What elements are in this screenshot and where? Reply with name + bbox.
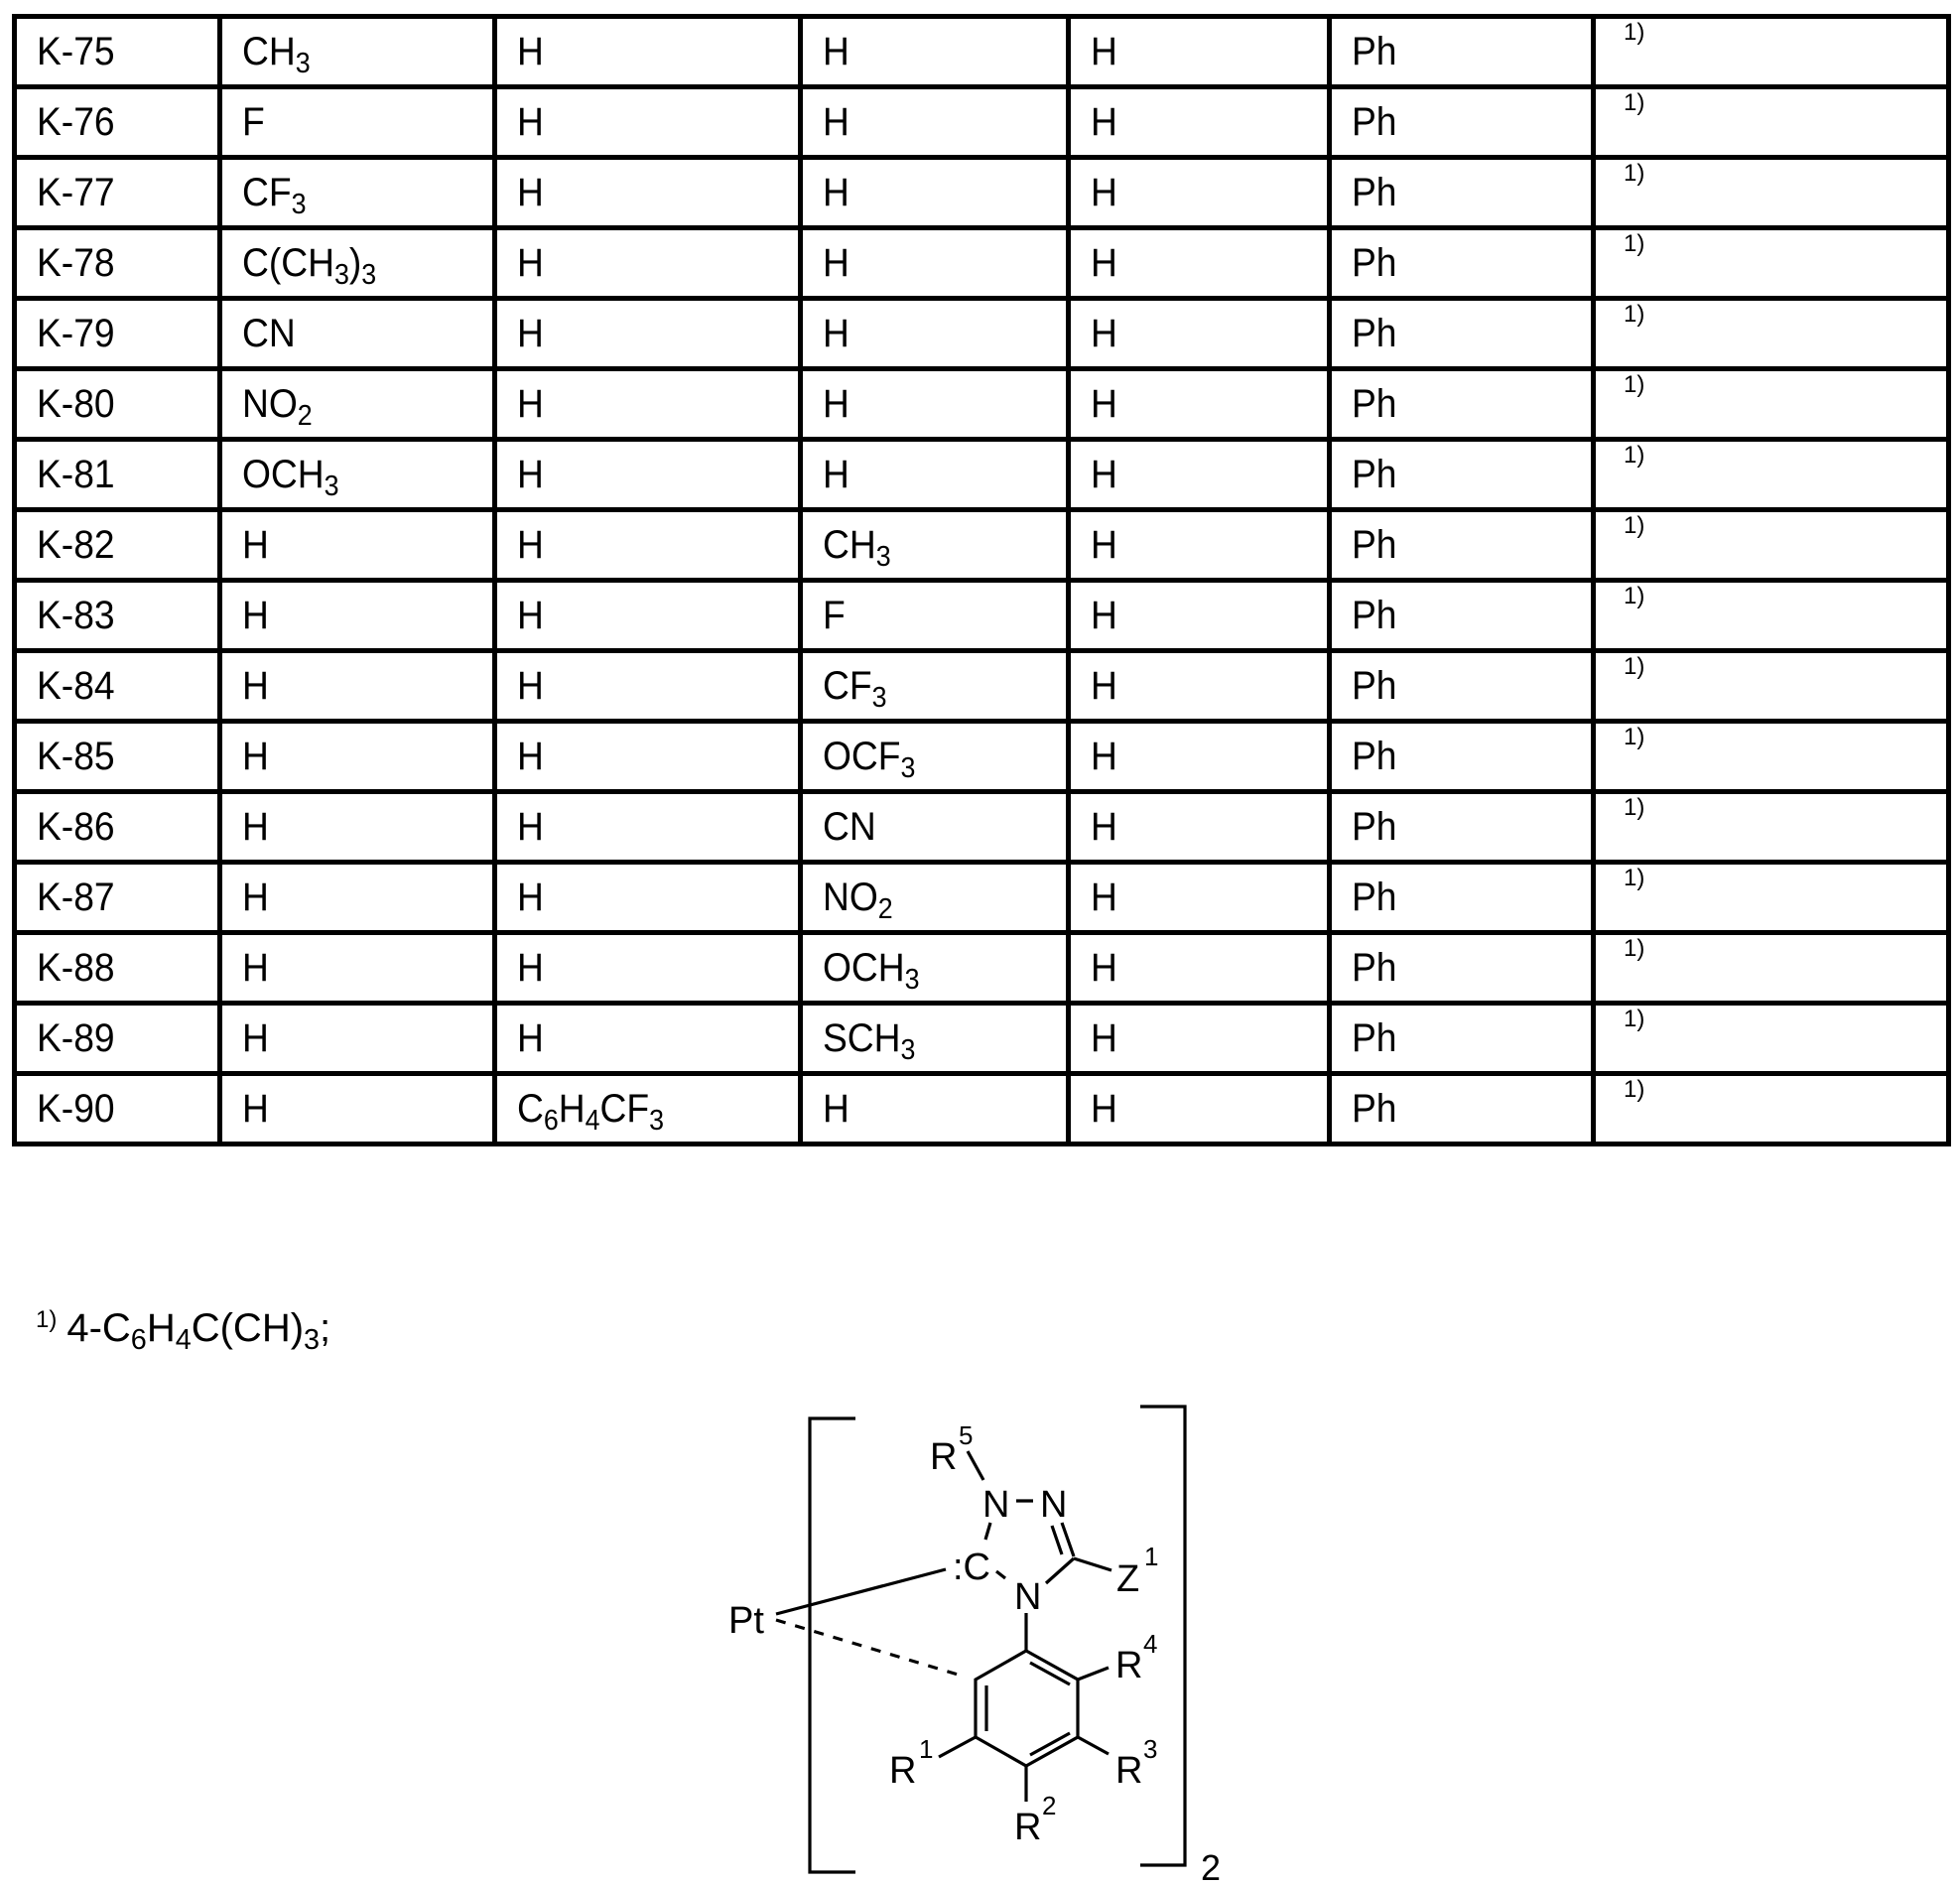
cell-z1-footnote-ref bbox=[1594, 1004, 1949, 1074]
metal-label: Pt bbox=[728, 1600, 764, 1642]
cell-value: Ph bbox=[1352, 312, 1397, 355]
cell-value: CN bbox=[242, 312, 296, 355]
cell-r2 bbox=[495, 228, 801, 299]
bond-pt-aryl-dashed bbox=[776, 1620, 965, 1677]
cell-r1 bbox=[220, 228, 495, 299]
cell-r1 bbox=[220, 87, 495, 158]
cell-value: H bbox=[242, 875, 269, 919]
cell-r3 bbox=[801, 369, 1069, 440]
table-row bbox=[15, 369, 1949, 440]
cell-r1 bbox=[220, 933, 495, 1004]
left-bracket bbox=[810, 1418, 855, 1872]
benzene-double-1 bbox=[1030, 1663, 1070, 1684]
cell-value: H bbox=[823, 241, 849, 285]
cell-compound-id bbox=[15, 510, 220, 581]
bond-c-n4 bbox=[996, 1571, 1005, 1578]
cell-r3 bbox=[801, 581, 1069, 651]
cell-r4 bbox=[1069, 299, 1330, 369]
r2-label: R bbox=[1014, 1807, 1042, 1848]
cell-compound-id bbox=[15, 1004, 220, 1074]
cell-r2 bbox=[495, 1004, 801, 1074]
cell-value: H bbox=[1091, 241, 1117, 285]
cell-value: H bbox=[517, 946, 544, 990]
cell-r4 bbox=[1069, 87, 1330, 158]
cell-r5 bbox=[1330, 933, 1594, 1004]
cell-r1 bbox=[220, 863, 495, 933]
r1-sup: 1 bbox=[919, 1734, 934, 1764]
benzene-ring bbox=[976, 1651, 1078, 1766]
cell-value: 1) bbox=[1624, 89, 1645, 116]
table-row bbox=[15, 228, 1949, 299]
cell-compound-id bbox=[15, 299, 220, 369]
cell-r5 bbox=[1330, 158, 1594, 228]
cell-value: H bbox=[1091, 735, 1117, 778]
r5-label: R bbox=[930, 1436, 958, 1478]
r2-sup: 2 bbox=[1042, 1791, 1057, 1820]
cell-r1 bbox=[220, 17, 495, 87]
cell-value: $C(CH_3)_3$ bbox=[242, 241, 377, 292]
cell-value: H bbox=[517, 664, 544, 708]
cell-value: H bbox=[517, 735, 544, 778]
cell-value: Ph bbox=[1352, 805, 1397, 849]
table-row bbox=[15, 158, 1949, 228]
cell-value: Ph bbox=[1352, 875, 1397, 919]
cell-value: 1) bbox=[1624, 230, 1645, 257]
cell-value: Ph bbox=[1352, 241, 1397, 285]
n4-label: N bbox=[1014, 1576, 1042, 1618]
cell-value: H bbox=[517, 453, 544, 496]
cell-z1-footnote-ref bbox=[1594, 369, 1949, 440]
cell-r1 bbox=[220, 1074, 495, 1144]
cell-value: $NO_2$ bbox=[242, 382, 313, 433]
cell-value: CN bbox=[823, 805, 876, 849]
n2-label: N bbox=[1040, 1484, 1068, 1526]
cell-value: K-89 bbox=[37, 1016, 115, 1060]
cell-value: H bbox=[242, 735, 269, 778]
cell-compound-id bbox=[15, 1074, 220, 1144]
cell-z1-footnote-ref bbox=[1594, 228, 1949, 299]
cell-r1 bbox=[220, 158, 495, 228]
cell-r4 bbox=[1069, 1074, 1330, 1144]
cell-r1 bbox=[220, 722, 495, 792]
cell-r5 bbox=[1330, 722, 1594, 792]
r4-sup: 4 bbox=[1143, 1629, 1158, 1659]
cell-value: H bbox=[517, 171, 544, 214]
cell-value: H bbox=[242, 805, 269, 849]
cell-compound-id bbox=[15, 863, 220, 933]
bond-r4 bbox=[1078, 1668, 1109, 1680]
cell-value: Ph bbox=[1352, 523, 1397, 567]
cell-value: $CF_3$ bbox=[823, 664, 887, 715]
table-row bbox=[15, 510, 1949, 581]
cell-value: Ph bbox=[1352, 453, 1397, 496]
cell-value: H bbox=[1091, 30, 1117, 73]
cell-z1-footnote-ref bbox=[1594, 933, 1949, 1004]
cell-value: H bbox=[823, 382, 849, 426]
cell-r3 bbox=[801, 87, 1069, 158]
bond-r3 bbox=[1078, 1737, 1109, 1754]
cell-compound-id bbox=[15, 722, 220, 792]
cell-value: 1) bbox=[1624, 301, 1645, 328]
cell-value: F bbox=[242, 100, 265, 144]
compound-table bbox=[12, 14, 1951, 1146]
cell-value: 1) bbox=[1624, 512, 1645, 539]
cell-r1 bbox=[220, 1004, 495, 1074]
cell-value: H bbox=[1091, 312, 1117, 355]
cell-r3 bbox=[801, 228, 1069, 299]
cell-value: Ph bbox=[1352, 382, 1397, 426]
table-row bbox=[15, 722, 1949, 792]
table-row bbox=[15, 440, 1949, 510]
footnote-text: $4-C_6H_4C(CH)_3$; bbox=[66, 1306, 331, 1357]
cell-r2 bbox=[495, 651, 801, 722]
cell-value: 1) bbox=[1624, 865, 1645, 891]
cell-value: 1) bbox=[1624, 160, 1645, 187]
cell-value: K-81 bbox=[37, 453, 115, 496]
cell-value: H bbox=[1091, 875, 1117, 919]
cell-z1-footnote-ref bbox=[1594, 17, 1949, 87]
r1-label: R bbox=[889, 1750, 917, 1792]
cell-value: H bbox=[1091, 946, 1117, 990]
cell-z1-footnote-ref bbox=[1594, 792, 1949, 863]
dimer-multiplier: 2 bbox=[1201, 1847, 1222, 1885]
cell-r3 bbox=[801, 1004, 1069, 1074]
n1-label: N bbox=[982, 1484, 1010, 1526]
cell-r4 bbox=[1069, 792, 1330, 863]
cell-r3 bbox=[801, 440, 1069, 510]
table-row bbox=[15, 17, 1949, 87]
cell-r3 bbox=[801, 863, 1069, 933]
cell-value: $CH_3$ bbox=[242, 30, 311, 80]
cell-value: Ph bbox=[1352, 171, 1397, 214]
table-row bbox=[15, 1004, 1949, 1074]
cell-value: Ph bbox=[1352, 735, 1397, 778]
cell-r2 bbox=[495, 87, 801, 158]
cell-compound-id bbox=[15, 933, 220, 1004]
cell-compound-id bbox=[15, 581, 220, 651]
cell-r3 bbox=[801, 722, 1069, 792]
cell-r4 bbox=[1069, 863, 1330, 933]
cell-r1 bbox=[220, 792, 495, 863]
cell-value: H bbox=[517, 312, 544, 355]
cell-value: 1) bbox=[1624, 794, 1645, 821]
cell-value: H bbox=[242, 1016, 269, 1060]
cell-r5 bbox=[1330, 1004, 1594, 1074]
cell-value: H bbox=[1091, 664, 1117, 708]
cell-r5 bbox=[1330, 369, 1594, 440]
bond-pt-carbene bbox=[776, 1569, 946, 1614]
cell-r5 bbox=[1330, 863, 1594, 933]
cell-r1 bbox=[220, 369, 495, 440]
cell-compound-id bbox=[15, 369, 220, 440]
cell-z1-footnote-ref bbox=[1594, 722, 1949, 792]
cell-value: K-87 bbox=[37, 875, 115, 919]
cell-value: Ph bbox=[1352, 100, 1397, 144]
cell-value: K-84 bbox=[37, 664, 115, 708]
cell-value: H bbox=[517, 241, 544, 285]
table-row bbox=[15, 792, 1949, 863]
cell-value: H bbox=[1091, 594, 1117, 637]
cell-value: K-77 bbox=[37, 171, 115, 214]
cell-value: Ph bbox=[1352, 30, 1397, 73]
cell-value: H bbox=[242, 946, 269, 990]
cell-z1-footnote-ref bbox=[1594, 651, 1949, 722]
cell-r5 bbox=[1330, 17, 1594, 87]
cell-value: 1) bbox=[1624, 371, 1645, 398]
cell-z1-footnote-ref bbox=[1594, 863, 1949, 933]
cell-z1-footnote-ref bbox=[1594, 1074, 1949, 1144]
cell-r1 bbox=[220, 299, 495, 369]
cell-value: $OCH_3$ bbox=[242, 453, 339, 503]
cell-value: Ph bbox=[1352, 594, 1397, 637]
cell-value: Ph bbox=[1352, 1016, 1397, 1060]
z1-label: Z bbox=[1116, 1558, 1140, 1600]
cell-value: H bbox=[517, 523, 544, 567]
cell-value: K-85 bbox=[37, 735, 115, 778]
cell-value: H bbox=[1091, 453, 1117, 496]
cell-z1-footnote-ref bbox=[1594, 581, 1949, 651]
cell-r2 bbox=[495, 510, 801, 581]
cell-r4 bbox=[1069, 722, 1330, 792]
cell-r1 bbox=[220, 440, 495, 510]
cell-value: K-90 bbox=[37, 1087, 115, 1131]
bond-r1 bbox=[939, 1737, 976, 1757]
cell-r5 bbox=[1330, 510, 1594, 581]
table-row bbox=[15, 581, 1949, 651]
cell-value: H bbox=[823, 312, 849, 355]
cell-r4 bbox=[1069, 440, 1330, 510]
cell-r5 bbox=[1330, 440, 1594, 510]
cell-value: H bbox=[823, 100, 849, 144]
cell-value: H bbox=[242, 594, 269, 637]
cell-value: 1) bbox=[1624, 653, 1645, 680]
cell-value: 1) bbox=[1624, 935, 1645, 962]
cell-value: H bbox=[1091, 100, 1117, 144]
cell-value: 1) bbox=[1624, 19, 1645, 46]
cell-r2 bbox=[495, 933, 801, 1004]
cell-value: K-83 bbox=[37, 594, 115, 637]
bond-r5-n1 bbox=[968, 1451, 983, 1480]
cell-value: H bbox=[517, 875, 544, 919]
cell-r2 bbox=[495, 440, 801, 510]
cell-r3 bbox=[801, 933, 1069, 1004]
cell-compound-id bbox=[15, 17, 220, 87]
cell-value: H bbox=[242, 1087, 269, 1131]
cell-compound-id bbox=[15, 651, 220, 722]
cell-value: K-82 bbox=[37, 523, 115, 567]
cell-value: H bbox=[517, 1016, 544, 1060]
cell-compound-id bbox=[15, 87, 220, 158]
cell-r2 bbox=[495, 581, 801, 651]
cell-r5 bbox=[1330, 228, 1594, 299]
cell-r4 bbox=[1069, 17, 1330, 87]
r5-sup: 5 bbox=[959, 1420, 974, 1450]
cell-r3 bbox=[801, 17, 1069, 87]
cell-r2 bbox=[495, 722, 801, 792]
bond-n2-c3-a bbox=[1062, 1523, 1074, 1556]
cell-r4 bbox=[1069, 1004, 1330, 1074]
cell-value: H bbox=[1091, 1087, 1117, 1131]
cell-value: H bbox=[823, 171, 849, 214]
cell-value: K-78 bbox=[37, 241, 115, 285]
cell-value: H bbox=[242, 664, 269, 708]
cell-value: 1) bbox=[1624, 442, 1645, 469]
cell-value: $CH_3$ bbox=[823, 523, 891, 574]
cell-value: H bbox=[1091, 805, 1117, 849]
cell-r1 bbox=[220, 510, 495, 581]
cell-value: H bbox=[517, 30, 544, 73]
cell-value: H bbox=[1091, 382, 1117, 426]
cell-value: H bbox=[242, 523, 269, 567]
table-row bbox=[15, 1074, 1949, 1144]
cell-r3 bbox=[801, 158, 1069, 228]
cell-r4 bbox=[1069, 369, 1330, 440]
bond-c3-z1 bbox=[1074, 1558, 1111, 1570]
cell-r1 bbox=[220, 581, 495, 651]
cell-r2 bbox=[495, 1074, 801, 1144]
cell-value: H bbox=[1091, 171, 1117, 214]
cell-r2 bbox=[495, 17, 801, 87]
cell-value: H bbox=[517, 594, 544, 637]
cell-r1 bbox=[220, 651, 495, 722]
cell-z1-footnote-ref bbox=[1594, 158, 1949, 228]
cell-r2 bbox=[495, 792, 801, 863]
cell-r5 bbox=[1330, 299, 1594, 369]
cell-value: $SCH_3$ bbox=[823, 1016, 916, 1067]
table-footnote bbox=[36, 1306, 330, 1356]
benzene-double-2 bbox=[1030, 1733, 1070, 1755]
cell-z1-footnote-ref bbox=[1594, 510, 1949, 581]
cell-value: Ph bbox=[1352, 946, 1397, 990]
cell-value: 1) bbox=[1624, 1006, 1645, 1032]
cell-r5 bbox=[1330, 651, 1594, 722]
cell-value: K-79 bbox=[37, 312, 115, 355]
cell-compound-id bbox=[15, 792, 220, 863]
r3-label: R bbox=[1115, 1750, 1143, 1792]
cell-value: F bbox=[823, 594, 846, 637]
r3-sup: 3 bbox=[1143, 1734, 1158, 1764]
right-bracket bbox=[1140, 1407, 1185, 1865]
cell-value: K-86 bbox=[37, 805, 115, 849]
cell-compound-id bbox=[15, 158, 220, 228]
cell-r4 bbox=[1069, 933, 1330, 1004]
table-row bbox=[15, 651, 1949, 722]
cell-value: H bbox=[517, 805, 544, 849]
cell-value: H bbox=[517, 382, 544, 426]
cell-value: H bbox=[823, 453, 849, 496]
cell-value: H bbox=[823, 1087, 849, 1131]
cell-value: Ph bbox=[1352, 664, 1397, 708]
cell-r4 bbox=[1069, 228, 1330, 299]
cell-r2 bbox=[495, 369, 801, 440]
cell-value: K-88 bbox=[37, 946, 115, 990]
table-row bbox=[15, 299, 1949, 369]
cell-r3 bbox=[801, 1074, 1069, 1144]
cell-value: 1) bbox=[1624, 583, 1645, 609]
cell-r3 bbox=[801, 792, 1069, 863]
cell-compound-id bbox=[15, 440, 220, 510]
cell-value: $CF_3$ bbox=[242, 171, 307, 221]
table-row bbox=[15, 87, 1949, 158]
cell-r5 bbox=[1330, 1074, 1594, 1144]
cell-value: H bbox=[1091, 1016, 1117, 1060]
bond-n2-c3-b bbox=[1052, 1526, 1062, 1554]
cell-r5 bbox=[1330, 792, 1594, 863]
bond-n1-c bbox=[985, 1523, 990, 1540]
cell-value: $OCF_3$ bbox=[823, 735, 916, 785]
cell-r3 bbox=[801, 651, 1069, 722]
cell-value: H bbox=[823, 30, 849, 73]
cell-r3 bbox=[801, 510, 1069, 581]
cell-z1-footnote-ref bbox=[1594, 87, 1949, 158]
r4-label: R bbox=[1115, 1645, 1143, 1686]
cell-value: 1) bbox=[1624, 1076, 1645, 1103]
cell-r2 bbox=[495, 158, 801, 228]
cell-compound-id bbox=[15, 228, 220, 299]
cell-r4 bbox=[1069, 581, 1330, 651]
cell-r3 bbox=[801, 299, 1069, 369]
carbene-label: :C bbox=[953, 1547, 990, 1588]
cell-value: 1) bbox=[1624, 724, 1645, 750]
cell-value: K-75 bbox=[37, 30, 115, 73]
cell-r4 bbox=[1069, 158, 1330, 228]
table-row bbox=[15, 933, 1949, 1004]
table-row bbox=[15, 863, 1949, 933]
z1-sup: 1 bbox=[1144, 1542, 1159, 1571]
cell-value: $OCH_3$ bbox=[823, 946, 920, 997]
cell-r2 bbox=[495, 863, 801, 933]
cell-value: K-76 bbox=[37, 100, 115, 144]
cell-r2 bbox=[495, 299, 801, 369]
bond-n4-c3 bbox=[1046, 1558, 1074, 1583]
cell-z1-footnote-ref bbox=[1594, 299, 1949, 369]
cell-value: H bbox=[1091, 523, 1117, 567]
cell-z1-footnote-ref bbox=[1594, 440, 1949, 510]
cell-value: Ph bbox=[1352, 1087, 1397, 1131]
footnote-marker: 1) bbox=[36, 1306, 58, 1333]
cell-r5 bbox=[1330, 87, 1594, 158]
cell-r5 bbox=[1330, 581, 1594, 651]
cell-value: $C_6H_4CF_3$ bbox=[517, 1087, 665, 1138]
cell-value: $NO_2$ bbox=[823, 875, 893, 926]
cell-r4 bbox=[1069, 651, 1330, 722]
cell-value: K-80 bbox=[37, 382, 115, 426]
cell-r4 bbox=[1069, 510, 1330, 581]
cell-value: H bbox=[517, 100, 544, 144]
